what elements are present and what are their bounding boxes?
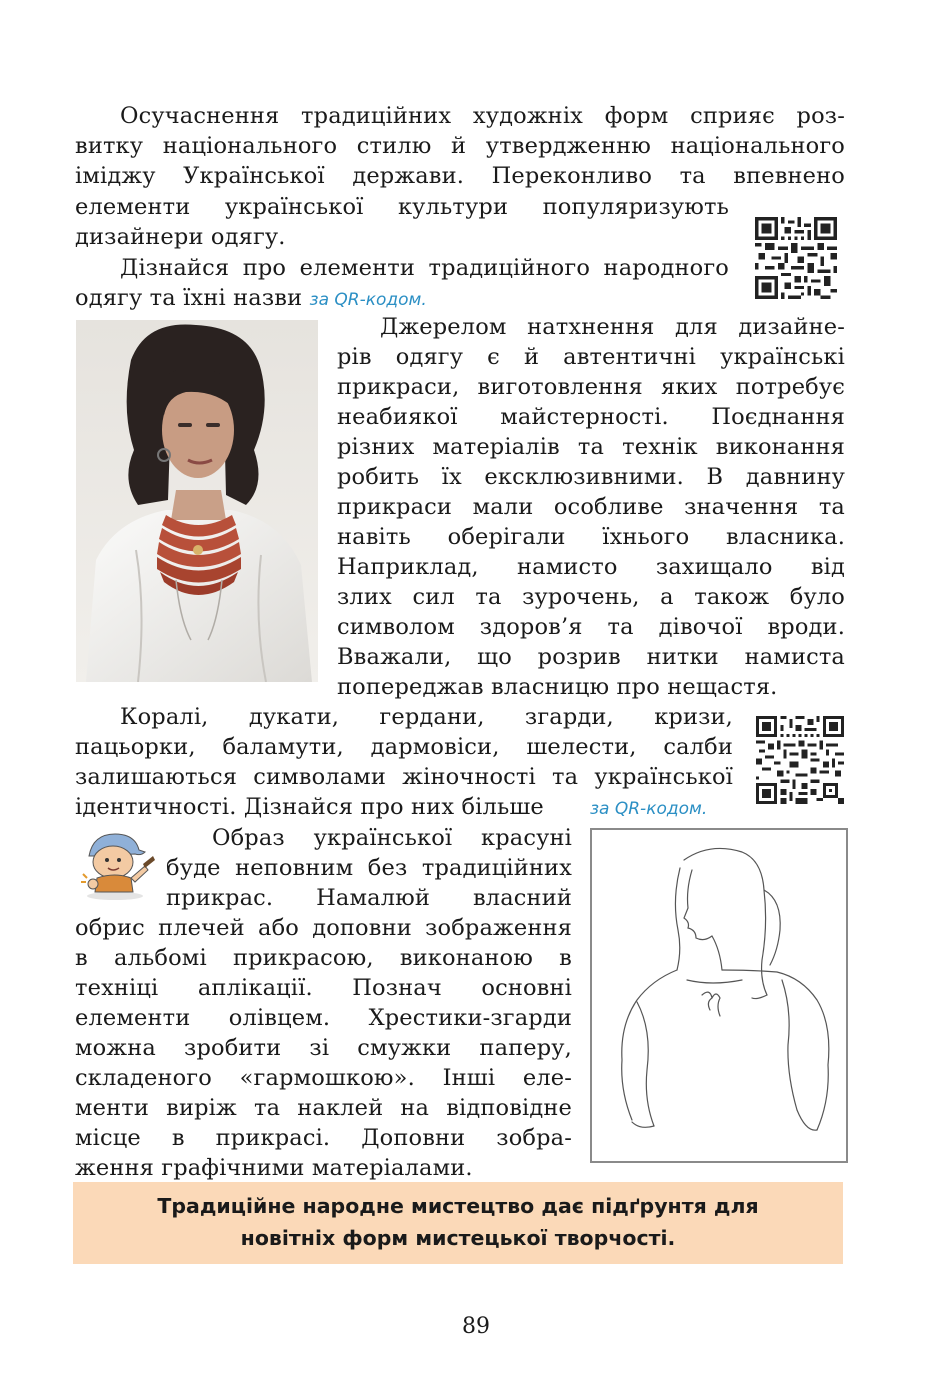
paragraph1-line: Осучаснення традиційних художніх форм сприяє роз-: [120, 103, 845, 129]
paragraph5-line: елементи олівцем. Хрестики-згарди: [75, 1005, 572, 1031]
paragraph3-line: символом здоров’я та дівочої вроди.: [337, 614, 845, 640]
paragraph3-line: навіть оберігали їхнього власника.: [337, 524, 845, 550]
paragraph4-line: Коралі, дукати, гердани, згарди, кризи,: [120, 704, 733, 730]
paragraph1-line: дизайнери одягу.: [75, 224, 286, 250]
callout-line: Традиційне народне мистецтво дає підґрунтя для: [157, 1194, 759, 1218]
paragraph1-line: витку національного стилю й утвердженню національного: [75, 133, 845, 159]
paragraph5-line: техніці аплікації. Познач основні: [75, 975, 572, 1001]
paragraph5-line: можна зробити зі смужки паперу,: [75, 1035, 572, 1061]
paragraph5-line: обрис плечей або доповни зображення: [75, 915, 572, 941]
key-idea-callout: [73, 1182, 843, 1264]
paragraph5-line: ження графічними матеріалами.: [75, 1155, 473, 1181]
paragraph3-line: попереджав власницю про нещастя.: [337, 674, 778, 700]
qr-link[interactable]: за QR-кодом.: [590, 799, 708, 819]
paragraph3-line: різних матеріалів та технік виконання: [337, 434, 845, 460]
paragraph3-line: рів одягу є й автентичні українські: [337, 344, 845, 370]
paragraph4-line: залишаються символами жіночності та української: [75, 764, 733, 790]
paragraph2-line: [75, 283, 729, 313]
qr-code-icon[interactable]: [756, 716, 844, 804]
paragraph5-line: прикрас. Намалюй власний: [166, 885, 572, 911]
paragraph3-line: Вважали, що розрив нитки намиста: [337, 644, 845, 670]
paragraph5-line: місце в прикрасі. Доповни зобра-: [75, 1125, 572, 1151]
paragraph2-line: Дізнайся про елементи традиційного народного: [120, 255, 729, 281]
qr-code-icon[interactable]: [755, 217, 837, 299]
paragraph5-line: буде неповним без традиційних: [166, 855, 572, 881]
paragraph5-line: складеного «гармошкою». Інші еле-: [75, 1065, 572, 1091]
paragraph5-line: Образ української красуні: [212, 825, 572, 851]
paragraph1-line: елементи української культури популяризують: [75, 194, 729, 220]
paragraph3-line: Джерелом натхнення для дизайне-: [380, 314, 845, 340]
page-number: 89: [462, 1314, 490, 1339]
callout-line: новітніх форм мистецької творчості.: [240, 1226, 676, 1250]
paragraph3-line: злих сил та зурочень, а також було: [337, 584, 845, 610]
woman-necklace-photo: [76, 320, 318, 682]
qr-link[interactable]: за QR-кодом.: [309, 290, 427, 310]
paragraph4-line: пацьорки, баламути, дармовіси, шелести, салби: [75, 734, 733, 760]
paragraph3-line: Наприклад, намисто захищало від: [337, 554, 845, 580]
paragraph3-line: прикраси, виготовлення яких потребує: [337, 374, 845, 400]
paragraph3-line: неабиякої майстерності. Поєднання: [337, 404, 845, 430]
paragraph4-line: ідентичності. Дізнайся про них більше: [75, 794, 544, 820]
paragraph5-line: в альбомі прикрасою, виконаною в: [75, 945, 572, 971]
paragraph1-line: іміджу Української держави. Переконливо та впевнено: [75, 163, 845, 189]
mascot-boy-painter-icon: [75, 826, 155, 902]
paragraph3-line: прикраси мали особливе значення та: [337, 494, 845, 520]
paragraph2-line-text: одягу та їхні назви: [75, 285, 303, 311]
paragraph5-line: менти виріж та наклей на відповідне: [75, 1095, 572, 1121]
paragraph3-line: робить їх ексклюзивними. В давнину: [337, 464, 845, 490]
shoulder-outline-sketch: [590, 828, 848, 1163]
